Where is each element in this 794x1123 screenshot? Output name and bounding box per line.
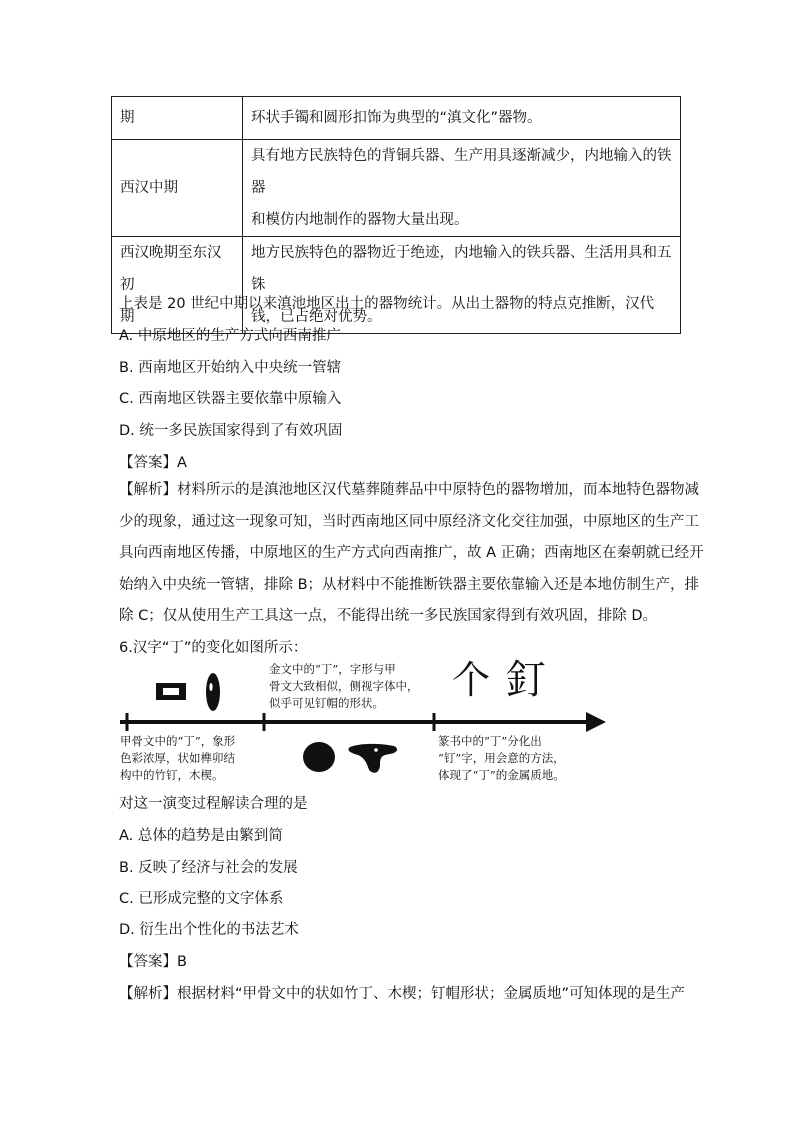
annotation-line: 体现了“丁”的金属质地。	[438, 768, 565, 782]
zhuanshu-ding-glyph: 个	[452, 658, 491, 702]
analysis-line: 具向西南地区传播，中原地区的生产方式向西南推广，故 A 正确；西南地区在秦朝就已经开	[119, 545, 704, 561]
period-line: 期	[120, 309, 135, 325]
annotation-line: “钉”字，用会意的方法，	[438, 751, 565, 765]
analysis-line: 除 C；仅从使用生产工具这一点，不能得出统一多民族国家得到有效巩固，排除 D。	[119, 608, 658, 624]
period-line: 西汉晚期至东汉初	[120, 245, 222, 293]
q6-stem: 6.汉字“丁”的变化如图所示：	[119, 640, 308, 656]
q6-answer: 【答案】B	[119, 954, 187, 970]
q5-stem: 上表是 20 世纪中期以来滇池地区出土的器物统计。从出土器物的特点克推断，汉代	[119, 296, 655, 312]
description-line: 和模仿内地制作的器物大量出现。	[251, 212, 469, 228]
timeline-arrowhead	[586, 712, 606, 732]
description-cell	[243, 97, 681, 140]
q5-option-d: D. 统一多民族国家得到了有效巩固	[119, 423, 343, 439]
annotation-line: 甲骨文中的“丁”，象形	[120, 734, 236, 748]
q6-option-d: D. 衍生出个性化的书法艺术	[119, 922, 299, 938]
period-cell: 期	[112, 97, 243, 140]
annotation-line: 骨文大致相似，侧视字体中，	[269, 679, 419, 693]
jinwen-blob-glyph	[303, 742, 335, 772]
jinwen-annotation	[269, 661, 419, 712]
period-cell	[112, 237, 243, 334]
zhuanshu-annotation	[438, 733, 565, 784]
table-row	[112, 97, 681, 140]
jinwen-nail-glyph	[348, 744, 397, 773]
q5-analysis	[119, 475, 704, 633]
table-row	[112, 140, 681, 237]
annotation-line: 篆书中的“丁”分化出	[438, 734, 542, 748]
q5-answer: 【答案】A	[119, 455, 187, 471]
description-cell	[243, 140, 681, 237]
description-line: 钱，已占绝对优势。	[251, 309, 382, 325]
q5-option-a: A. 中原地区的生产方式向西南推广	[119, 328, 341, 344]
jiaguwen-square-glyph	[156, 683, 186, 700]
description-line: 具有地方民族特色的背铜兵器、生产用具逐渐减少，内地输入的铁器	[251, 148, 672, 196]
period-cell: 西汉中期	[112, 140, 243, 237]
q6-interpretation: 对这一演变过程解读合理的是	[119, 796, 308, 812]
q5-option-b: B. 西南地区开始纳入中央统一管辖	[119, 360, 342, 376]
q6-option-a: A. 总体的趋势是由繁到简	[119, 828, 283, 844]
ding-evolution-figure	[118, 657, 608, 786]
description-line: 地方民族特色的器物近于绝迹，内地输入的铁兵器、生活用具和五铢	[251, 245, 672, 293]
analysis-line: 始纳入中央统一管辖，排除 B；从材料中不能推断铁器主要依靠输入还是本地仿制生产，排	[119, 576, 700, 593]
q5-option-c: C. 西南地区铁器主要依靠中原输入	[119, 391, 342, 407]
q6-option-b: B. 反映了经济与社会的发展	[119, 860, 298, 876]
annotation-line: 似乎可见钉帽的形状。	[269, 696, 384, 710]
q6-analysis: 【解析】根据材料“甲骨文中的状如竹丁、木楔；钉帽形状；金属质地”可知体现的是生产	[119, 986, 686, 1002]
table-row	[112, 237, 681, 334]
analysis-line: 【解析】材料所示的是滇池地区汉代墓葬随葬品中中原特色的器物增加，而本地特色器物减	[119, 482, 699, 498]
zhuanshu-ding-nail-glyph: 釘	[506, 657, 546, 703]
q6-option-c: C. 已形成完整的文字体系	[119, 891, 284, 907]
description-cell	[243, 237, 681, 334]
annotation-line: 构中的竹钉，木楔。	[120, 768, 224, 782]
annotation-line: 色彩浓厚，状如榫卯结	[120, 751, 235, 765]
jiaguwen-annotation	[120, 733, 235, 784]
annotation-line: 金文中的“丁”，字形与甲	[269, 662, 396, 676]
description-line: 环状手镯和圆形扣饰为典型的“滇文化”器物。	[251, 110, 542, 126]
analysis-line: 少的现象，通过这一现象可知，当时西南地区同中原经济文化交往加强，中原地区的生产工	[119, 513, 699, 530]
jiaguwen-oval-glyph	[206, 673, 220, 711]
